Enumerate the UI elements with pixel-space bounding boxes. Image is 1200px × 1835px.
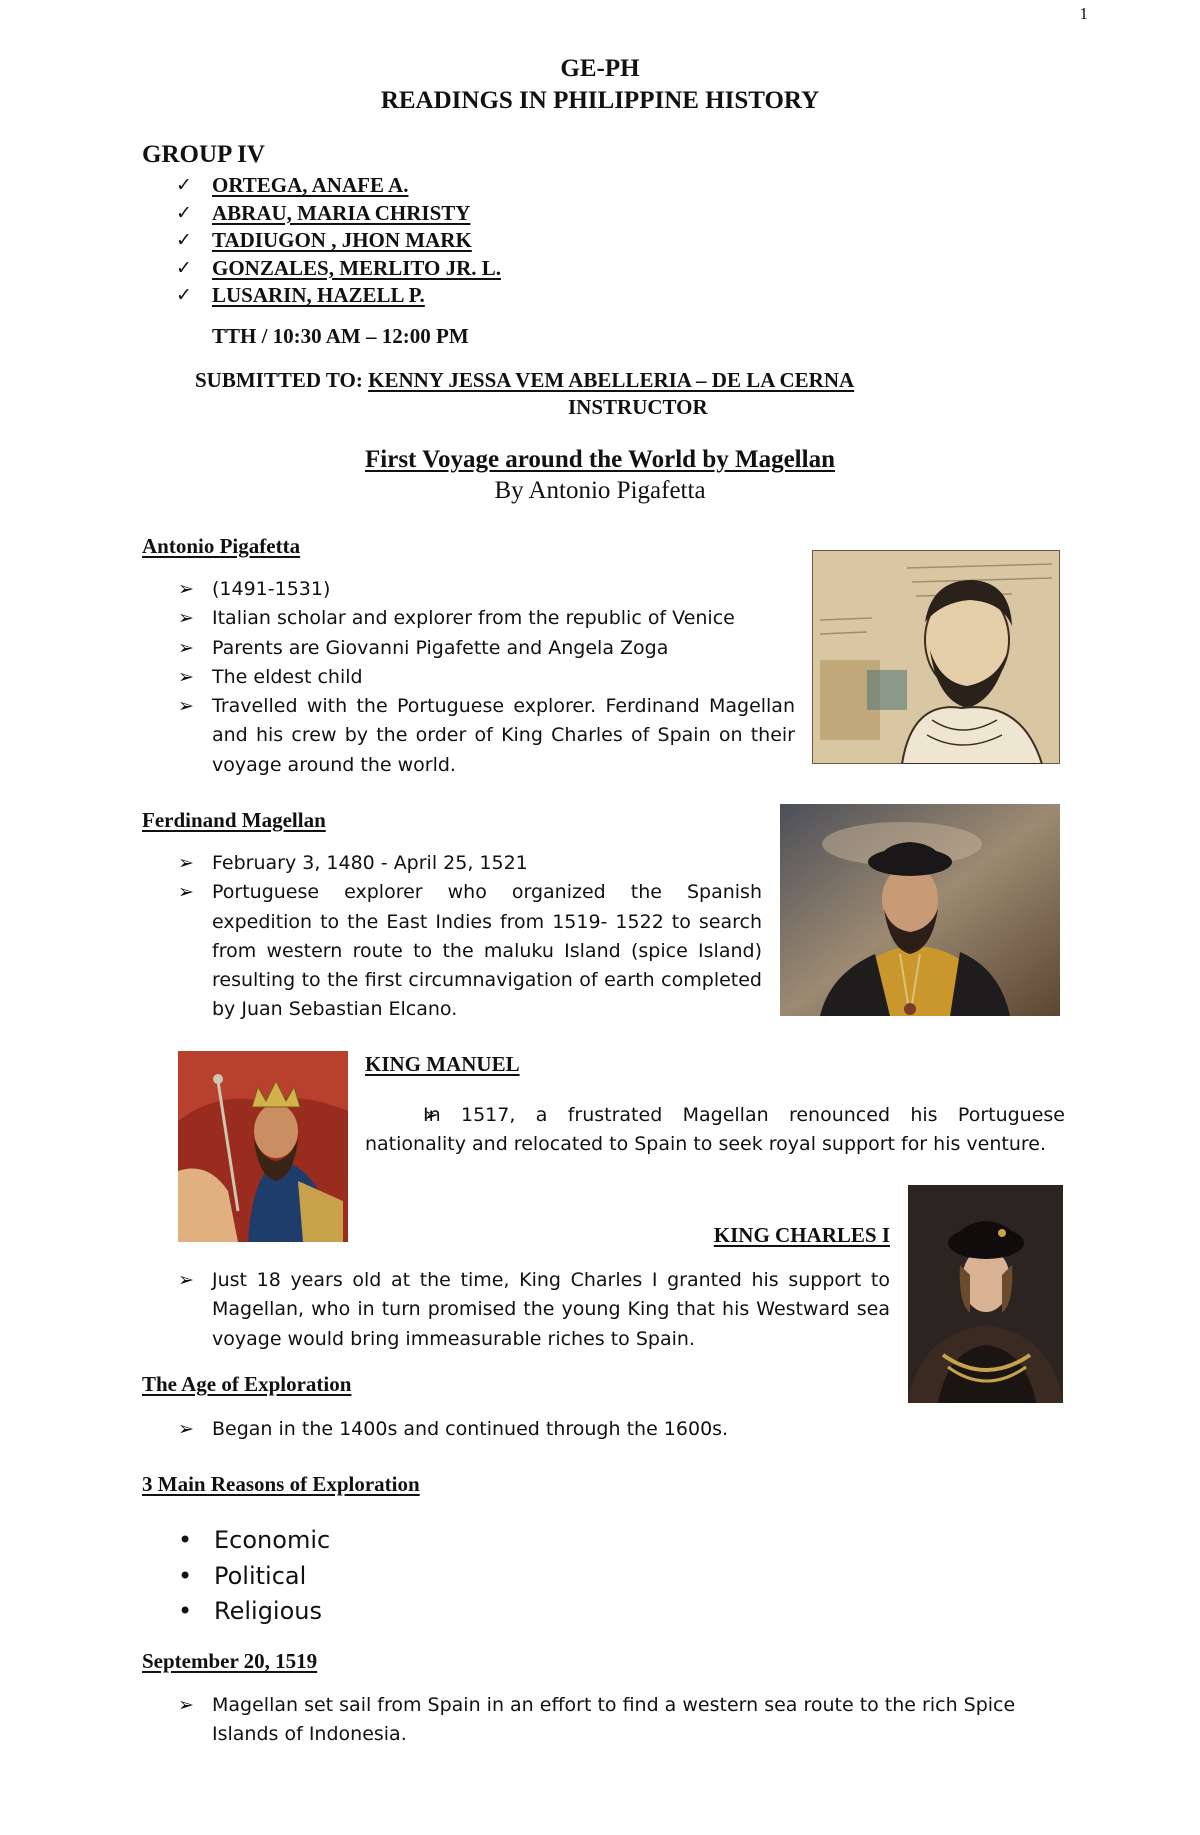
section-heading-age-of-exploration: The Age of Exploration: [142, 1372, 352, 1396]
list-item: ➢ Portuguese explorer who organized the Spanish expedition to the East Indies from 1519- 1522 to search from western route to the maluku Island (spice Island) resulting to the first circumnavigation of earth completed by Juan Sebastian Elcano.: [178, 878, 762, 1024]
pigafetta-portrait: [812, 550, 1060, 764]
king-manuel-portrait: [178, 1051, 348, 1242]
group-member: ✓ ABRAU, MARIA CHRISTY: [176, 200, 501, 228]
list-item: ➢ February 3, 1480 - April 25, 1521: [178, 849, 762, 878]
section-heading-sept-1519: September 20, 1519: [142, 1649, 318, 1673]
king-charles-portrait: [908, 1185, 1063, 1403]
list-item: ➢ Parents are Giovanni Pigafette and Angela Zoga: [178, 634, 795, 663]
reasons-list: [178, 1523, 678, 1630]
list-item: ➢ In 1517, a frustrated Magellan renounced his Portuguese nationality and relocated to Spain to seek royal support for his venture.: [365, 1101, 1065, 1160]
list-item: • Economic: [178, 1523, 678, 1559]
section-heading-king-charles: KING CHARLES I: [713, 1223, 890, 1247]
section-heading-magellan: Ferdinand Magellan: [142, 808, 326, 832]
magellan-list: [178, 849, 762, 1025]
magellan-portrait: [780, 804, 1060, 1016]
pigafetta-list: [178, 575, 795, 780]
list-item: ➢ (1491-1531): [178, 575, 795, 604]
list-item: • Religious: [178, 1594, 678, 1630]
instructor-role: INSTRUCTOR: [568, 395, 708, 419]
course-title: READINGS IN PHILIPPINE HISTORY: [380, 87, 820, 114]
list-item: • Political: [178, 1559, 678, 1595]
list-item: ➢ Magellan set sail from Spain in an effort to find a western sea route to the rich Spice Islands of Indonesia.: [178, 1691, 1068, 1750]
instructor-name: KENNY JESSA VEM ABELLERIA – DE LA CERNA: [368, 368, 855, 392]
section-heading-reasons: 3 Main Reasons of Exploration: [142, 1472, 420, 1496]
group-member: ✓ LUSARIN, HAZELL P.: [176, 282, 501, 310]
submitted-to-label: SUBMITTED TO:: [195, 368, 369, 392]
list-item: ➢ Travelled with the Portuguese explorer. Ferdinand Magellan and his crew by the order of King Charles of Spain on their voyage around the world.: [178, 692, 795, 780]
list-item: ➢ Just 18 years old at the time, King Charles I granted his support to Magellan, who in turn promised the young King that his Westward sea voyage would bring immeasurable riches to Spain.: [178, 1266, 890, 1354]
group-name: GROUP IV: [142, 141, 265, 168]
king-charles-list: [178, 1266, 890, 1354]
submitted-to: [195, 368, 854, 393]
age-of-exploration-list: [178, 1415, 890, 1444]
list-item: ➢ The eldest child: [178, 663, 795, 692]
group-member: ✓ TADIUGON , JHON MARK: [176, 227, 501, 255]
page-number: 1: [1079, 4, 1088, 23]
list-item: ➢ Began in the 1400s and continued through the 1600s.: [178, 1415, 890, 1444]
group-member: ✓ GONZALES, MERLITO JR. L.: [176, 255, 501, 283]
course-code: GE-PH: [560, 55, 640, 82]
group-member-list: [176, 172, 501, 310]
document-title: First Voyage around the World by Magellan: [365, 446, 835, 473]
document-author: By Antonio Pigafetta: [494, 477, 706, 504]
section-heading-king-manuel: KING MANUEL: [365, 1052, 520, 1076]
group-member: ✓ ORTEGA, ANAFE A.: [176, 172, 501, 200]
list-item: ➢ Italian scholar and explorer from the republic of Venice: [178, 604, 795, 633]
sept-1519-list: [178, 1691, 1068, 1750]
section-heading-pigafetta: Antonio Pigafetta: [142, 534, 301, 558]
king-manuel-list: [365, 1101, 1065, 1160]
class-schedule: TTH / 10:30 AM – 12:00 PM: [212, 324, 469, 348]
